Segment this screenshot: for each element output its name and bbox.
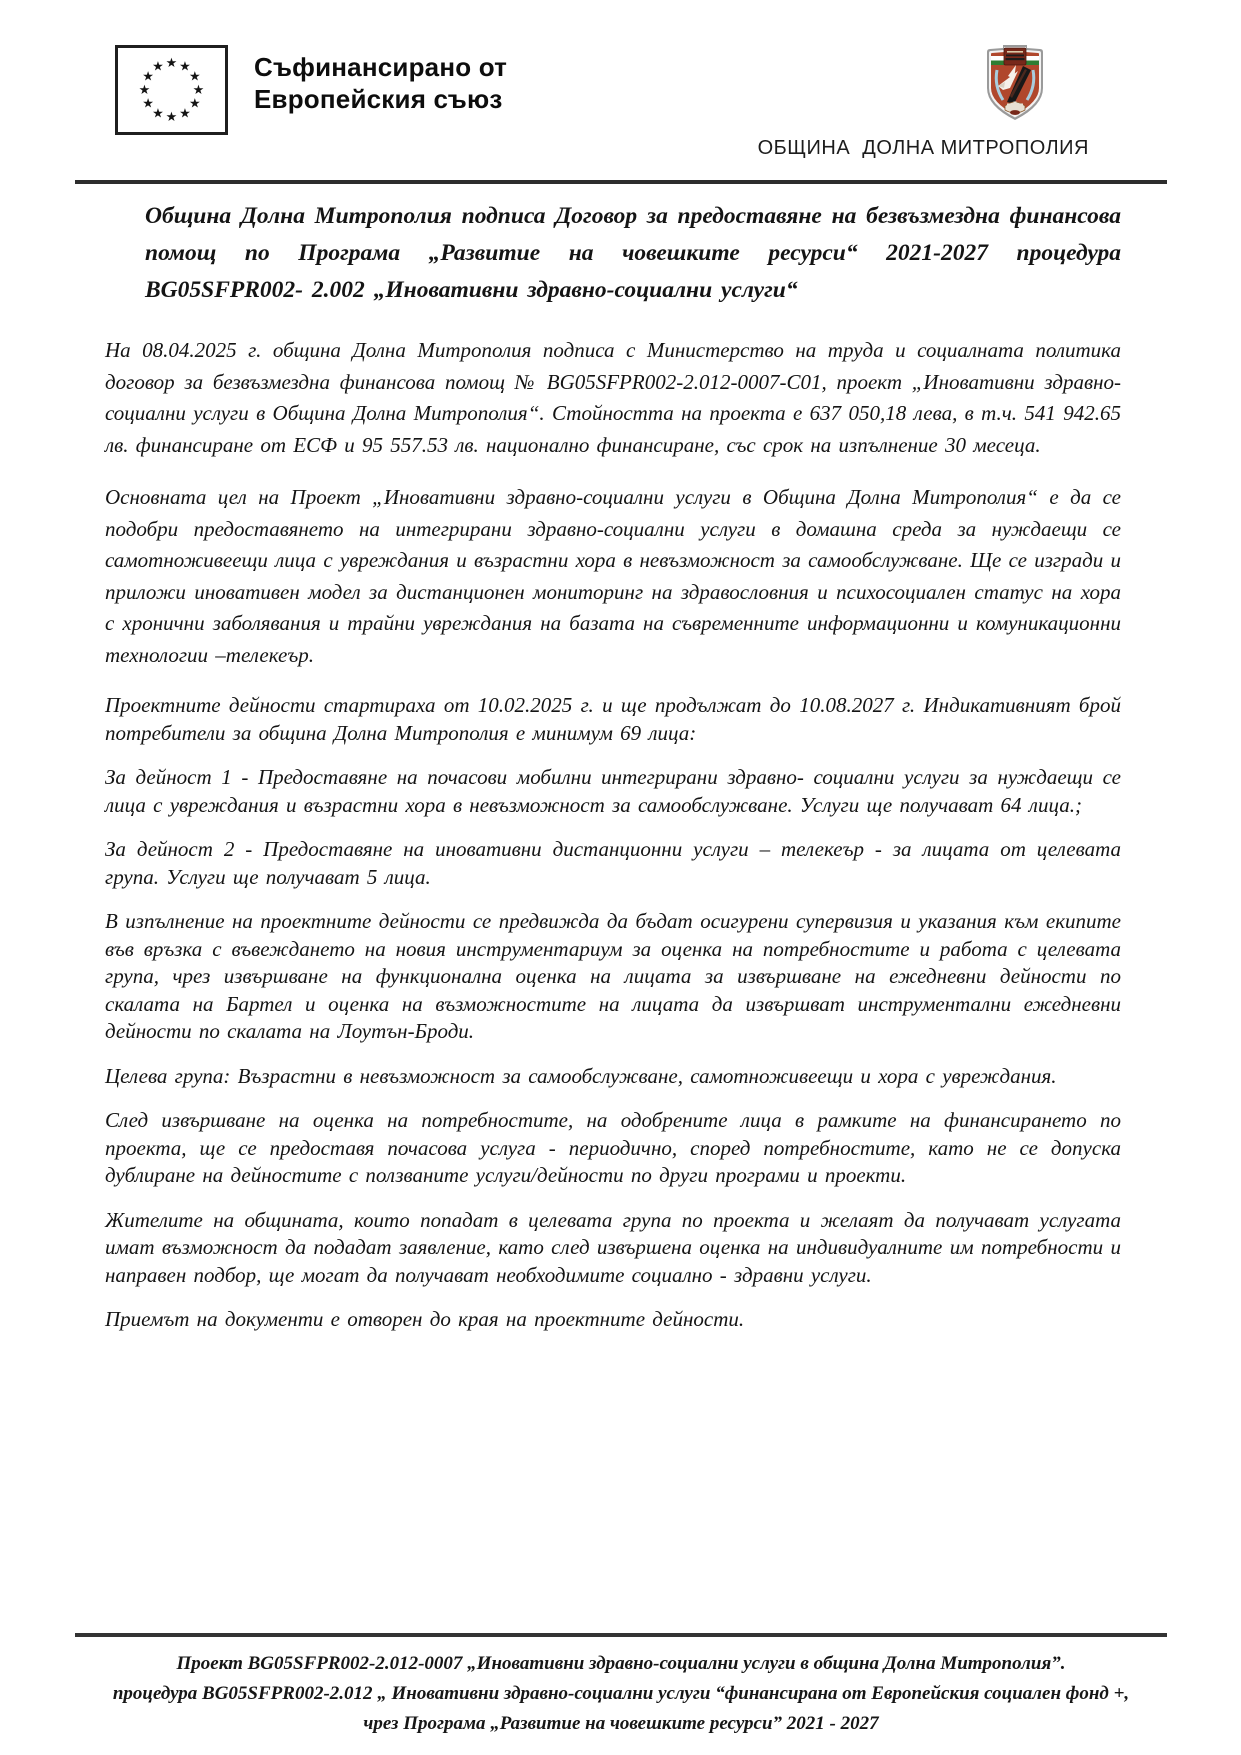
star-icon: ★	[152, 59, 164, 75]
municipality-coat-of-arms-icon	[983, 44, 1047, 122]
body-paragraph: Проектните дейности стартираха от 10.02.2025 г. и ще продължат до 10.08.2027 г. Индикативният брой потребители за община Долна Митрополия е минимум 69 лица:	[105, 693, 1121, 745]
page-footer	[75, 1633, 1167, 1739]
footer-divider	[75, 1633, 1167, 1637]
body-paragraph: Основната цел на Проект „Иновативни здравно-социални услуги в Община Долна Митрополия“ е да се подобри предоставянето на интегрирани здравно-социални услуги в домашна среда за нуждаещи се самотноживеещи лица с увреждания и възрастни хора в невъзможност за самообслужване. Ще се изгради и приложи иновативен модел за дистанционен мониторинг на здравословния и психосоциален статус на хора с хронични заболявания и трайни увреждания на базата на съвременните информационни и комуникационни технологии –телекеър.	[105, 485, 1121, 667]
star-icon: ★	[179, 59, 191, 75]
star-icon: ★	[165, 55, 178, 71]
star-icon: ★	[142, 69, 154, 84]
body-paragraph: Приемът на документи е отворен до края на проектните дейности.	[105, 1307, 745, 1331]
footer-project-line: Проект BG05SFPR002-2.012-0007 „Иновативни здравно-социални услуги в община Долна Митрополия”.	[176, 1653, 1066, 1674]
star-icon: ★	[152, 105, 164, 121]
eu-cofunding-label	[254, 45, 507, 115]
body-paragraph: За дейност 1 - Предоставяне на почасови мобилни интегрирани здравно- социални услуги за нуждаещи се лица с увреждания и възрастни хора в невъзможност за самообслужване. Услуги ще получават 64 лица.;	[105, 765, 1121, 817]
body-paragraph: В изпълнение на проектните дейности се предвижда да бъдат осигурени супервизия и указания към екипите във връзка с въвеждането на новия инструментариум за оценка на потребностите и работа с целевата група, чрез извършване на функционална оценка на лицата за извършване на ежедневни дейности по скалата на Бартел и оценка на възможностите на лицата да извършват инструментални ежедневни дейности по скалата на Лоутън-Броди.	[105, 909, 1121, 1043]
star-icon: ★	[179, 105, 191, 121]
star-icon: ★	[142, 96, 154, 111]
footer-procedure-line: процедура BG05SFPR002-2.012 „ Иновативни здравно-социални услуги “финансирана от Европейския социален фонд +,	[112, 1683, 1130, 1704]
eu-label-line2: Европейския съюз	[254, 84, 503, 114]
body-paragraph: Жителите на общината, които попадат в целевата група по проекта и желаят да получават услугата имат възможност да подадат заявление, като след извършена оценка на индивидуалните им потребности и направен подбор, ще могат да получават необходимите социално - здравни услуги.	[105, 1207, 1121, 1287]
star-icon: ★	[189, 96, 201, 111]
document-title: Община Долна Митрополия подписа Договор за предоставяне на безвъзмездна финансова помощ по Програма „Развитие на човешките ресурси“ 2021-2027 процедура BG05SFPR002- 2.002 „Иновативни здравно-социални услуги“	[145, 203, 1121, 303]
eu-label-line1: Съфинансирано от	[254, 52, 508, 82]
page-header	[0, 0, 1241, 181]
body-paragraph: На 08.04.2025 г. община Долна Митрополия подписа с Министерство на труда и социалната политика договор за безвъзмездна финансова помощ № BG05SFPR002-2.012-0007-C01, проект „Иновативни здравно-социални услуги в Община Долна Митрополия“. Стойността на проекта е 637 050,18 лева, в т.ч. 541 942.65 лв. финансиране от ЕСФ и 95 557.53 лв. национално финансиране, със срок на изпълнение 30 месеца.	[105, 338, 1121, 457]
document-body	[105, 190, 1121, 1351]
header-divider	[75, 180, 1167, 184]
body-paragraph: Целева група: Възрастни в невъзможност за самообслужване, самотноживеещи и хора с увреждания.	[105, 1063, 1057, 1088]
municipality-name-label: ОБЩИНА ДОЛНА МИТРОПОЛИЯ	[757, 137, 1089, 159]
body-paragraph: За дейност 2 - Предоставяне на иновативни дистанционни услуги – телекеър - за лицата от целевата група. Услуги ще получават 5 лица.	[105, 837, 1121, 889]
star-icon: ★	[189, 69, 201, 84]
star-icon: ★	[138, 82, 151, 98]
star-icon: ★	[165, 109, 178, 125]
body-paragraph: След извършване на оценка на потребностите, на одобрените лица в рамките на финансирането по проекта, ще се предоставя почасова услуга - периодично, според потребностите, като не се допуска дублиране на дейностите с ползваните услуги/дейности по други програми и проекти.	[105, 1108, 1121, 1187]
star-icon: ★	[192, 82, 205, 98]
eu-cofunding-logo	[115, 45, 507, 135]
eu-flag-icon	[115, 45, 228, 135]
footer-programme-line: чрез Програма „Развитие на човешките ресурси” 2021 - 2027	[363, 1713, 879, 1734]
